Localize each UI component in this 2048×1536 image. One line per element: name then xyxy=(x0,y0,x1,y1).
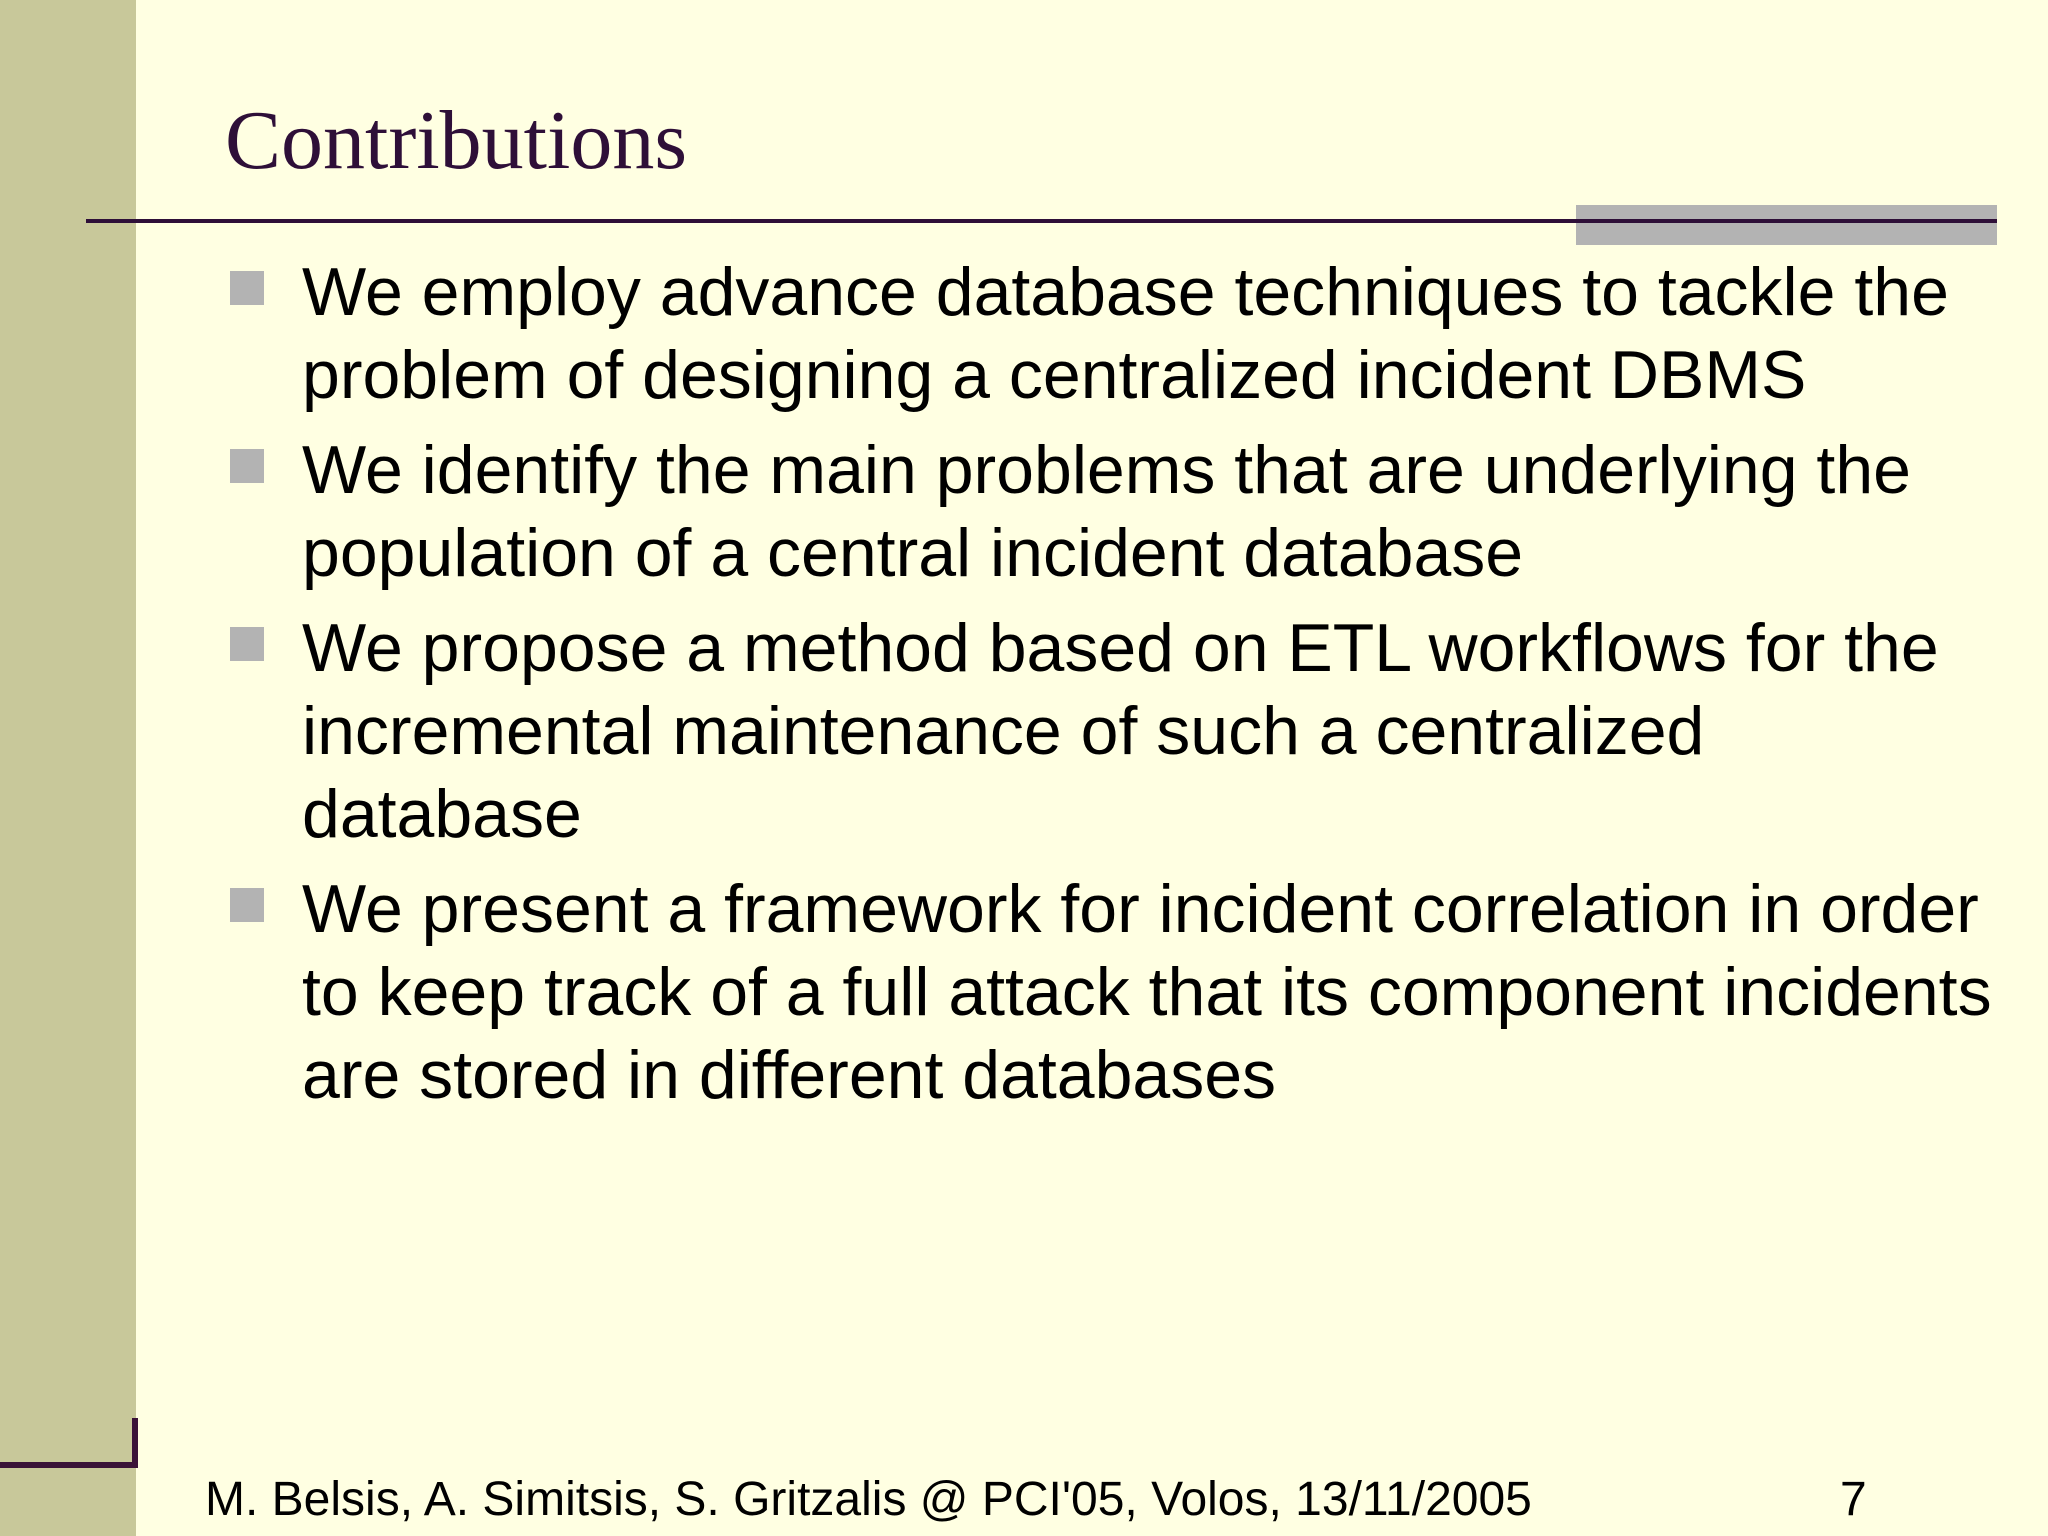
left-decorative-band xyxy=(0,0,136,1536)
slide-title: Contributions xyxy=(225,94,688,187)
bullet-item xyxy=(230,868,2000,1117)
bullet-text: We identify the main problems that are underlying the population of a central incident database xyxy=(302,432,1911,591)
bullet-item xyxy=(230,429,2000,595)
square-bullet-icon xyxy=(230,271,264,305)
slide-number: 7 xyxy=(1840,1473,1867,1526)
bullet-text: We employ advance database techniques to tackle the problem of designing a centralized incident DBMS xyxy=(302,254,1949,413)
bullet-item xyxy=(230,607,2000,856)
square-bullet-icon xyxy=(230,449,264,483)
square-bullet-icon xyxy=(230,627,264,661)
title-rule-accent-line xyxy=(1576,219,1997,223)
square-bullet-icon xyxy=(230,888,264,922)
bullet-text: We propose a method based on ETL workflows for the incremental maintenance of such a centralized database xyxy=(302,610,1939,852)
bullet-item xyxy=(230,251,2000,417)
bullet-text: We present a framework for incident correlation in order to keep track of a full attack that its component incidents are stored in different databases xyxy=(302,871,1992,1113)
bullet-list xyxy=(230,251,2000,1129)
corner-bracket-decoration xyxy=(0,1418,138,1468)
title-rule-accent-block xyxy=(1576,205,1997,245)
slide-footer: M. Belsis, A. Simitsis, S. Gritzalis @ PCI'05, Volos, 13/11/2005 xyxy=(205,1473,1532,1526)
